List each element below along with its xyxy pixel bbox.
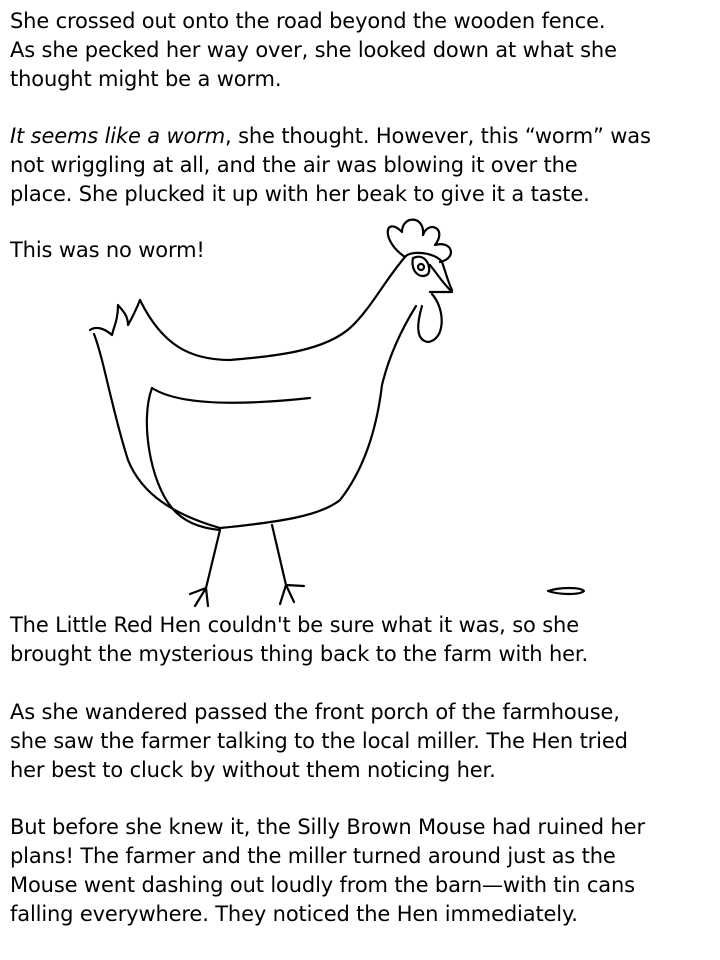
text-fragment: , she thought. However, this “worm” was (225, 124, 651, 148)
paragraph-back-to-farm (10, 611, 715, 669)
text-line: not wriggling at all, and the air was blowing it over the (10, 153, 578, 177)
hen-leg-left (190, 530, 220, 606)
text-line: The Little Red Hen couldn't be sure what it was, so she (10, 613, 579, 637)
italic-thought: It seems like a worm (10, 124, 226, 148)
text-line (10, 122, 715, 151)
text-line: thought might be a worm. (10, 67, 282, 91)
hen-rear (94, 334, 220, 528)
hen-neck-front (220, 306, 416, 528)
paragraph-worm-thought (10, 122, 715, 209)
paragraph-mouse (10, 813, 715, 929)
text-line: But before she knew it, the Silly Brown Mouse had ruined her (10, 815, 645, 839)
text-line: Mouse went dashing out loudly from the barn—with tin cans (10, 873, 635, 897)
hen-beak (430, 265, 452, 292)
hen-back (140, 257, 405, 360)
hen-wattle (418, 294, 441, 342)
paragraph-road (10, 7, 715, 94)
hen-leg-right (272, 525, 304, 604)
paragraph-front-porch (10, 698, 715, 785)
text-line: brought the mysterious thing back to the farm with her. (10, 642, 588, 666)
hen-belly (147, 388, 220, 530)
hen-illustration (80, 210, 600, 610)
hen-pupil (418, 264, 424, 270)
text-line: As she wandered passed the front porch of the farmhouse, (10, 700, 620, 724)
text-line: place. She plucked it up with her beak to give it a taste. (10, 182, 590, 206)
text-line: As she pecked her way over, she looked down at what she (10, 38, 617, 62)
worm-like-object (548, 588, 584, 594)
text-line: plans! The farmer and the miller turned around just as the (10, 844, 616, 868)
text-line: her best to cluck by without them noticing her. (10, 758, 496, 782)
hen-eye (412, 257, 429, 276)
text-line: she saw the farmer talking to the local miller. The Hen tried (10, 729, 628, 753)
hen-wing (152, 388, 310, 403)
hen-tail (90, 300, 140, 335)
text-line: falling everywhere. They noticed the Hen immediately. (10, 902, 578, 926)
text-line: This was no worm! (10, 238, 205, 262)
text-line: She crossed out onto the road beyond the wooden fence. (10, 9, 606, 33)
